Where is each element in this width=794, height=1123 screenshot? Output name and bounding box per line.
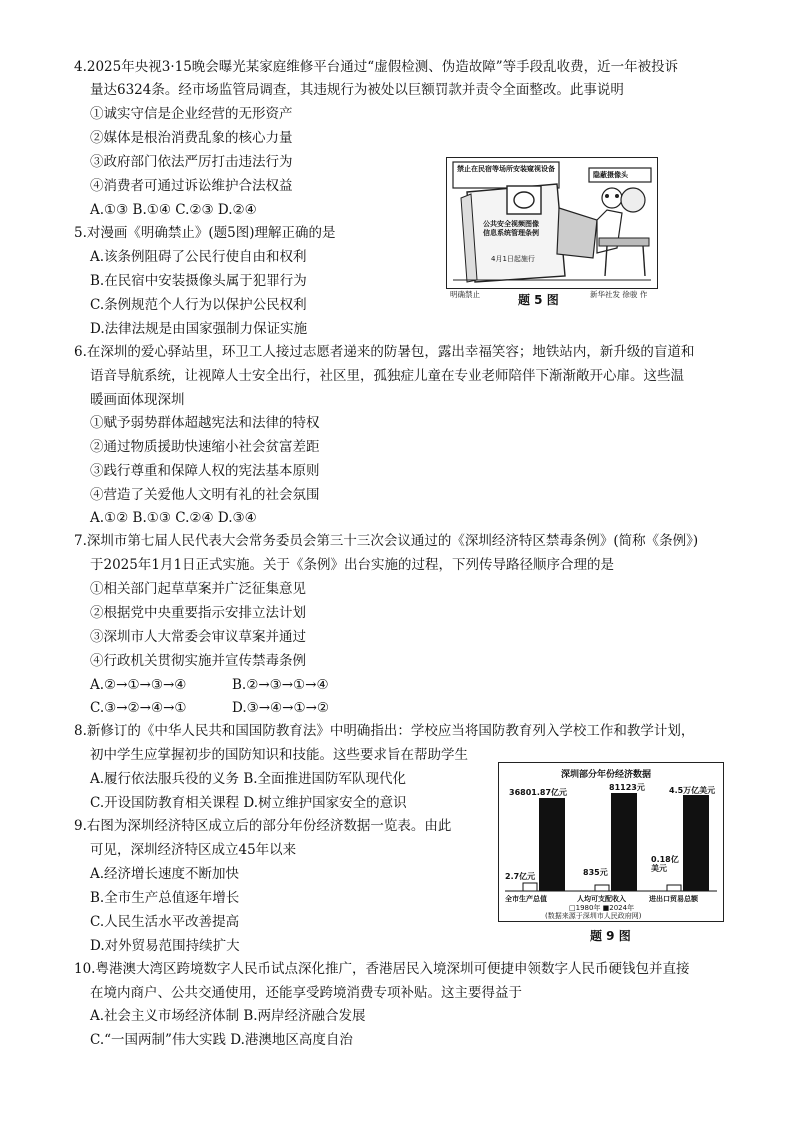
figure-5-label: 题 5 图	[518, 293, 559, 307]
q9-stem-line2: 可见，深圳经济特区成立45年以来	[90, 842, 297, 858]
q8-choices-cd: C.开设国防教育相关课程 D.树立维护国家安全的意识	[90, 795, 407, 811]
q7-option-1: ①相关部门起草草案并广泛征集意见	[90, 581, 306, 597]
bar-income-2024	[611, 793, 637, 891]
q5-choice-a: A.该条例阻碍了公民行使自由和权利	[90, 249, 307, 265]
label-income-1980: 835元	[583, 868, 608, 877]
q7-stem-line1: 7.深圳市第七届人民代表大会常务委员会第三十三次会议通过的《深圳经济特区禁毒条例》(简称《条例》)	[74, 533, 699, 549]
q7-option-3: ③深圳市人大常委会审议草案并通过	[90, 629, 306, 645]
figure-9-label: 题 9 图	[590, 929, 631, 943]
q10-choices-ab: A.社会主义市场经济体制 B.两岸经济融合发展	[90, 1008, 366, 1024]
q9-choice-d: D.对外贸易范围持续扩大	[90, 938, 240, 954]
q7-option-2: ②根据党中央重要指示安排立法计划	[90, 605, 306, 621]
q4-choices: A.①③ B.①④ C.②③ D.②④	[90, 202, 257, 218]
q10-stem-line2: 在境内商户、公共交通使用，还能享受跨境消费专项补贴。这主要得益于	[90, 985, 522, 1001]
q5-choice-b: B.在民宿中安装摄像头属于犯罪行为	[90, 273, 307, 289]
chart-title: 深圳部分年份经济数据	[561, 770, 652, 780]
q8-stem-line2: 初中学生应掌握初步的国防知识和技能。这些要求旨在帮助学生	[90, 747, 468, 763]
q7-choice-c: C.③→②→④→①	[90, 700, 187, 716]
cartoon-document-date: 4月1日起施行	[491, 255, 535, 263]
label-trade-2024: 4.5万亿美元	[669, 786, 716, 795]
label-gdp-2024: 36801.87亿元	[509, 788, 568, 797]
q9-choice-c: C.人民生活水平改善提高	[90, 914, 240, 930]
bar-income-1980	[595, 885, 609, 891]
label-gdp-1980: 2.7亿元	[505, 872, 536, 881]
chart-source: (数据来源于深圳市人民政府网)	[545, 912, 642, 920]
bar-trade-1980	[667, 885, 681, 891]
cartoon-right-caption: 新华社发 徐骏 作	[590, 290, 648, 299]
q4-stem-line1: 4.2025年央视3·15晚会曝光某家庭维修平台通过“虚假检测、伪造故障”等手段乱收费，近一年被投诉	[74, 59, 679, 75]
q7-option-4: ④行政机关贯彻实施并宣传禁毒条例	[90, 653, 306, 669]
figure-5-cartoon	[446, 157, 658, 289]
cartoon-document-title: 公共安全视频图像信息系统管理条例	[483, 220, 539, 237]
q6-option-3: ③践行尊重和保障人权的宪法基本原则	[90, 463, 320, 479]
q8-stem-line1: 8.新修订的《中华人民共和国国防教育法》中明确指出：学校应当将国防教育列入学校工作和教学计划，	[74, 723, 695, 739]
category-gdp: 全市生产总值	[505, 895, 547, 903]
chart-legend: □1980年 ■2024年	[569, 904, 635, 912]
bar-trade-2024	[683, 795, 709, 891]
bar-gdp-1980	[523, 883, 537, 891]
bar-gdp-2024	[539, 798, 565, 891]
q7-choice-a: A.②→①→③→④	[90, 677, 187, 693]
q4-option-1: ①诚实守信是企业经营的无形资产	[90, 106, 293, 122]
q10-stem-line1: 10.粤港澳大湾区跨境数字人民币试点深化推广，香港居民入境深圳可便捷申领数字人民币硬钱包并直接	[74, 961, 690, 977]
label-trade-1980: 0.18亿美元	[651, 855, 679, 873]
q7-stem-line2: 于2025年1月1日正式实施。关于《条例》出台实施的过程，下列传导路径顺序合理的是	[90, 557, 615, 573]
q5-stem: 5.对漫画《明确禁止》(题5图)理解正确的是	[74, 225, 336, 241]
q4-stem-line2: 量达6324条。经市场监管局调查，其违规行为被处以巨额罚款并责令全面整改。此事说明	[90, 82, 624, 98]
q4-option-3: ③政府部门依法严厉打击违法行为	[90, 154, 293, 170]
q9-choice-b: B.全市生产总值逐年增长	[90, 890, 240, 906]
label-income-2024: 81123元	[609, 783, 645, 792]
q10-choices-cd: C.“一国两制”伟大实践 D.港澳地区高度自治	[90, 1032, 353, 1048]
q6-stem-line2: 语音导航系统，让视障人士安全出行，社区里，孤独症儿童在专业老师陪伴下渐渐敞开心扉。这些温	[90, 368, 684, 384]
figure-9-chart	[498, 762, 724, 922]
q8-choices-ab: A.履行依法服兵役的义务 B.全面推进国防军队现代化	[90, 771, 407, 787]
cartoon-tag: 隐蔽摄像头	[593, 171, 628, 179]
cartoon-left-caption: 明确禁止	[450, 290, 480, 299]
q6-stem-line1: 6.在深圳的爱心驿站里，环卫工人接过志愿者递来的防暑包，露出幸福笑容；地铁站内，新升级的盲道和	[74, 344, 695, 360]
category-trade: 进出口贸易总额	[649, 895, 698, 903]
q7-choice-d: D.③→④→①→②	[232, 700, 329, 716]
q7-choice-b: B.②→③→①→④	[232, 677, 329, 693]
cartoon-banner: 禁止在民宿等场所安装窥视设备	[457, 165, 555, 173]
q6-option-1: ①赋予弱势群体超越宪法和法律的特权	[90, 415, 320, 431]
q5-choice-d: D.法律法规是由国家强制力保证实施	[90, 321, 308, 337]
q6-option-2: ②通过物质援助快速缩小社会贫富差距	[90, 439, 320, 455]
q4-option-4: ④消费者可通过诉讼维护合法权益	[90, 178, 293, 194]
q6-stem-line3: 暖画面体现深圳	[90, 392, 185, 408]
q6-choices: A.①② B.①③ C.②④ D.③④	[90, 510, 257, 526]
q4-option-2: ②媒体是根治消费乱象的核心力量	[90, 130, 293, 146]
q6-option-4: ④营造了关爱他人文明有礼的社会氛围	[90, 487, 320, 503]
q9-stem-line1: 9.右图为深圳经济特区成立后的部分年份经济数据一览表。由此	[74, 818, 452, 834]
q5-choice-c: C.条例规范个人行为以保护公民权利	[90, 297, 307, 313]
q9-choice-a: A.经济增长速度不断加快	[90, 866, 240, 882]
category-income: 人均可支配收入	[577, 895, 626, 903]
